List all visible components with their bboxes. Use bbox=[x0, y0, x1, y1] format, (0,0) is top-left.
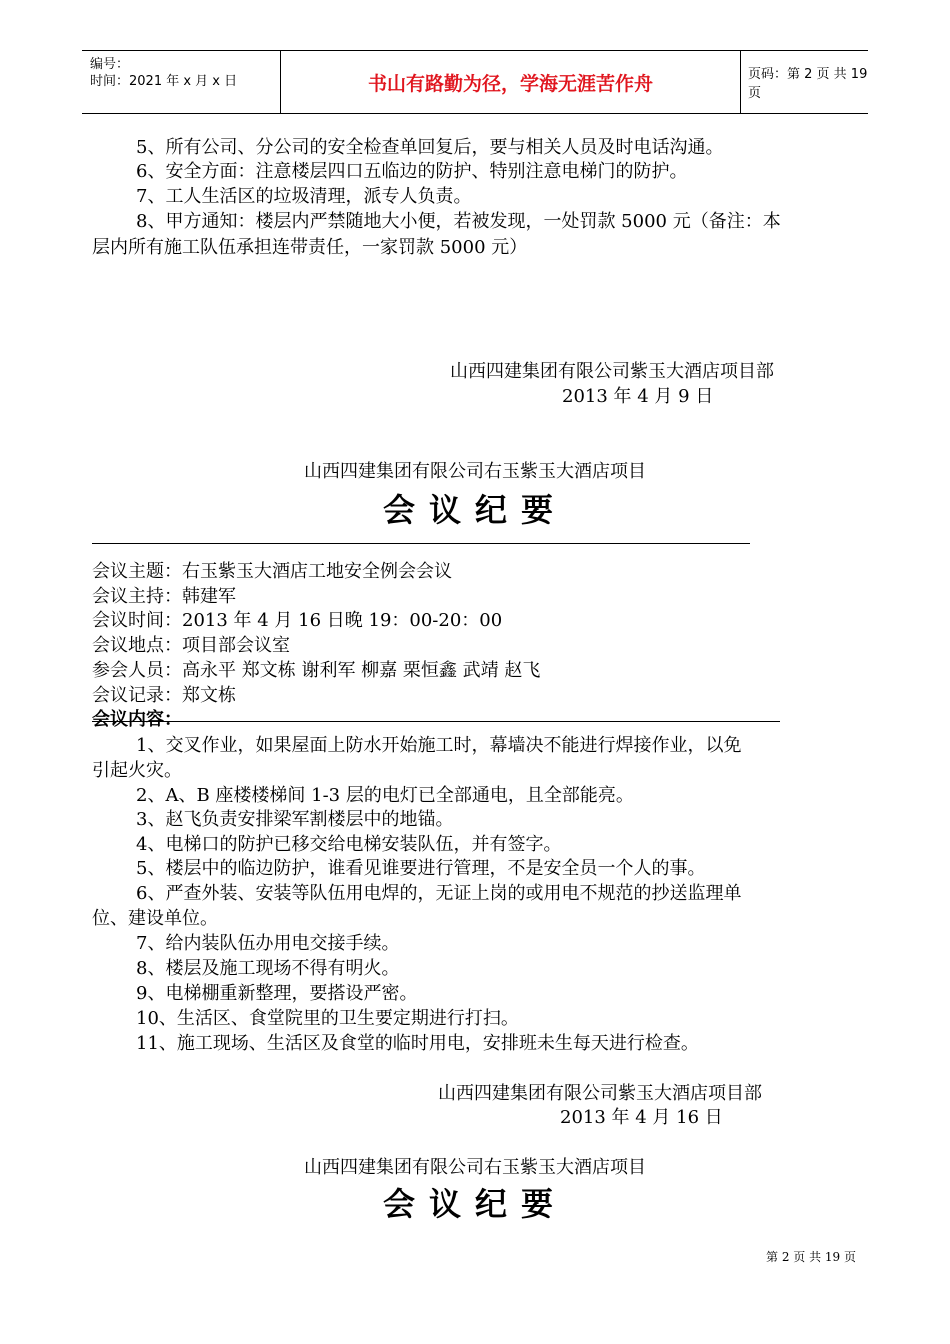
s1-item-5: 5、所有公司、分公司的安全检查单回复后，要与相关人员及时电话沟通。 bbox=[136, 137, 724, 158]
s3-doc-title: 会议纪要 bbox=[382, 1185, 567, 1223]
s2-meta-time: 会议时间：2013 年 4 月 16 日晚 19：00-20：00 bbox=[92, 610, 503, 631]
header-motto: 书山有路勤为径，学海无涯苦作舟 bbox=[280, 51, 741, 113]
s2-meta-recorder: 会议记录：郑文栋 bbox=[92, 685, 236, 706]
s2-meta-content: 会议内容： bbox=[92, 709, 182, 730]
s2-item-11: 11、施工现场、生活区及食堂的临时用电，安排班未生每天进行检查。 bbox=[136, 1033, 699, 1054]
s2-content-rule bbox=[92, 721, 780, 722]
s2-item-1: 1、交叉作业，如果屋面上防水开始施工时，幕墙决不能进行焊接作业，以免 bbox=[136, 735, 742, 756]
header-time: 时间：2021 年 x 月 x 日 bbox=[90, 74, 238, 89]
s2-meta-host: 会议主持：韩建军 bbox=[92, 586, 236, 607]
s2-signature: 山西四建集团有限公司紫玉大酒店项目部 bbox=[438, 1083, 762, 1104]
s2-meta-topic: 会议主题：右玉紫玉大酒店工地安全例会会议 bbox=[92, 561, 452, 582]
s1-item-7: 7、工人生活区的垃圾清理，派专人负责。 bbox=[136, 186, 472, 207]
s1-signature: 山西四建集团有限公司紫玉大酒店项目部 bbox=[450, 361, 774, 382]
s2-item-6-cont: 位、建设单位。 bbox=[92, 908, 218, 929]
s2-item-8: 8、楼层及施工现场不得有明火。 bbox=[136, 958, 400, 979]
s2-item-6: 6、严查外装、安装等队伍用电焊的，无证上岗的或用电不规范的抄送监理单 bbox=[136, 883, 742, 904]
s1-item-6: 6、安全方面：注意楼层四口五临边的防护、特别注意电梯门的防护。 bbox=[136, 161, 688, 182]
s2-meta-attendees: 参会人员：高永平 郑文栋 谢利军 柳嘉 栗恒鑫 武靖 赵飞 bbox=[92, 660, 541, 681]
header-page: 页码：第 2 页 共 19 页 bbox=[748, 67, 868, 101]
s2-item-1-cont: 引起火灾。 bbox=[92, 760, 182, 781]
s2-item-10: 10、生活区、食堂院里的卫生要定期进行打扫。 bbox=[136, 1008, 519, 1029]
s2-item-9: 9、电梯棚重新整理，要搭设严密。 bbox=[136, 983, 418, 1004]
s1-date: 2013 年 4 月 9 日 bbox=[562, 386, 714, 407]
s2-item-4: 4、电梯口的防护已移交给电梯安装队伍，并有签字。 bbox=[136, 834, 562, 855]
s2-meta-place: 会议地点：项目部会议室 bbox=[92, 635, 290, 656]
header-number: 编号： bbox=[90, 57, 130, 72]
s2-item-5: 5、楼层中的临边防护，谁看见谁要进行管理，不是安全员一个人的事。 bbox=[136, 858, 706, 879]
s3-project-title: 山西四建集团有限公司右玉紫玉大酒店项目 bbox=[304, 1157, 646, 1178]
s2-project-title: 山西四建集团有限公司右玉紫玉大酒店项目 bbox=[304, 461, 646, 482]
s1-item-8-cont: 层内所有施工队伍承担连带责任，一家罚款 5000 元） bbox=[92, 237, 528, 258]
s2-item-3: 3、赵飞负责安排梁军割楼层中的地锚。 bbox=[136, 809, 454, 830]
s2-item-2: 2、A、B 座楼楼梯间 1-3 层的电灯已全部通电，且全部能亮。 bbox=[136, 785, 634, 806]
page-header bbox=[82, 50, 868, 114]
header-info bbox=[82, 51, 280, 113]
s2-title-rule bbox=[92, 543, 750, 544]
s2-doc-title: 会议纪要 bbox=[382, 491, 567, 529]
s2-item-7: 7、给内装队伍办用电交接手续。 bbox=[136, 933, 400, 954]
s2-date: 2013 年 4 月 16 日 bbox=[560, 1107, 723, 1128]
s1-item-8: 8、甲方通知：楼层内严禁随地大小便，若被发现，一处罚款 5000 元（备注：本 bbox=[136, 211, 781, 232]
page-footer: 第 2 页 共 19 页 bbox=[766, 1250, 856, 1264]
